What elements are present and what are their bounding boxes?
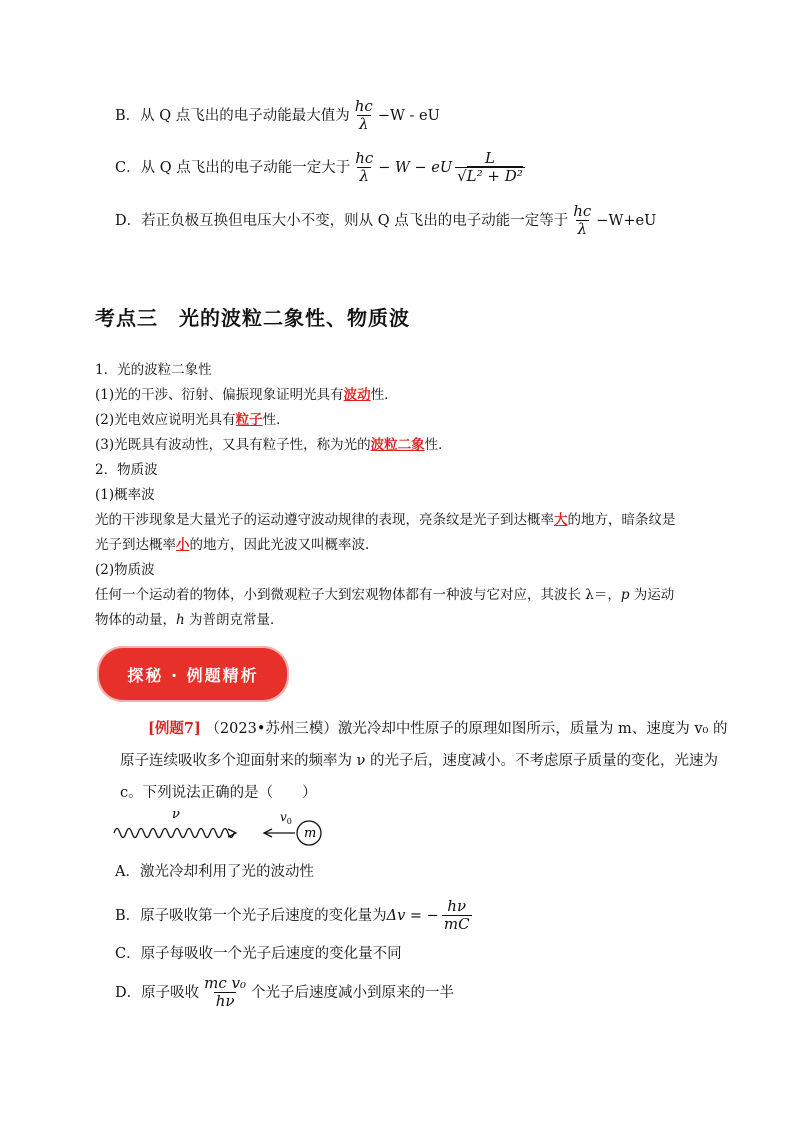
highlight: 波动 bbox=[343, 387, 371, 403]
option-c[interactable]: C．原子每吸收一个光子后速度的变化量不同 bbox=[115, 946, 402, 962]
fraction-sqrt: $\frac{L}{\text{√L² + D²}}$ bbox=[457, 149, 523, 185]
question-line-3: c。下列说法正确的是（ ） bbox=[120, 785, 317, 801]
option-d-prev bbox=[115, 203, 656, 238]
line-10: 任何一个运动着的物体，小到微观粒子大到宏观物体都有一种波与它对应，其波长 λ＝，p 为运动 bbox=[95, 587, 675, 603]
option-c-prev bbox=[115, 150, 528, 185]
option-d[interactable]: D．原子吸收 $\frac{\text{mc v₀}}{h\nu}$ 个光子后速度减小到原来的一半 bbox=[115, 974, 455, 1010]
fraction: $\frac{\text{mc v₀}}{h\nu}$ bbox=[204, 974, 247, 1010]
option-tail: − W − eU bbox=[378, 159, 453, 176]
option-label: C．从 Q 点飞出的电子动能一定大于 bbox=[115, 159, 351, 176]
question-tag: [例题7] bbox=[148, 720, 201, 737]
highlight: 波粒二象 bbox=[370, 437, 425, 453]
light-wave bbox=[114, 829, 234, 838]
option-label: B．从 Q 点飞出的电子动能最大值为 bbox=[115, 107, 350, 124]
line-1: 1．光的波粒二象性 bbox=[95, 362, 212, 378]
option-b-prev bbox=[115, 98, 440, 133]
line-7: 光的干涉现象是大量光子的运动遵守波动规律的表现，亮条纹是光子到达概率大的地方，暗条纹是 bbox=[95, 512, 676, 528]
line-2: (1)光的干涉、衍射、偏振现象证明光具有波动性． bbox=[95, 387, 398, 403]
fraction: $\frac{hc}{\lambda}$ bbox=[354, 97, 373, 133]
highlight: 粒子 bbox=[235, 412, 263, 428]
laser-cooling-figure bbox=[112, 806, 332, 856]
v0-label: $v_0$ bbox=[280, 810, 292, 826]
question-line-2: 原子连续吸收多个迎面射来的频率为 ν 的光子后，速度减小。不考虑原子质量的变化，光速为 bbox=[120, 753, 719, 769]
wave-arrowhead bbox=[228, 829, 236, 837]
atom-label: m bbox=[304, 826, 317, 841]
highlight: 大 bbox=[554, 512, 568, 528]
question-line-1: [例题7] （2023•苏州三模）激光冷却中性原子的原理如图所示，质量为 m、速度为 v₀ 的 bbox=[148, 720, 728, 737]
line-9: (2)物质波 bbox=[95, 562, 155, 578]
fraction: $\frac{h\nu}{mC}$ bbox=[443, 897, 470, 933]
wave-label: ν bbox=[172, 807, 180, 822]
highlight: 小 bbox=[176, 537, 190, 553]
line-6: (1)概率波 bbox=[95, 487, 155, 503]
line-11: 物体的动量，h 为普朗克常量． bbox=[95, 612, 284, 628]
section-badge: 探秘 · 例题精析 bbox=[97, 646, 289, 702]
line-4: (3)光既具有波动性，又具有粒子性，称为光的波粒二象性． bbox=[95, 437, 452, 453]
content-block bbox=[95, 358, 715, 633]
line-3: (2)光电效应说明光具有粒子性． bbox=[95, 412, 290, 428]
option-label: D．若正负极互换但电压大小不变，则从 Q 点飞出的电子动能一定等于 bbox=[115, 212, 569, 229]
option-tail: −W - eU bbox=[377, 107, 440, 124]
option-b[interactable]: B．原子吸收第一个光子后速度的变化量为 Δv = − $\frac{h\nu}{mC}$ bbox=[115, 897, 470, 933]
option-a[interactable]: A．激光冷却利用了光的波动性 bbox=[115, 864, 314, 880]
section-heading: 考点三 光的波粒二象性、物质波 bbox=[95, 306, 410, 330]
fraction: $\frac{hc}{\lambda}$ bbox=[573, 202, 592, 238]
line-8: 光子到达概率小的地方，因此光波又叫概率波． bbox=[95, 537, 379, 553]
option-tail: −W+eU bbox=[596, 212, 657, 229]
fraction: $\frac{hc}{\lambda}$ bbox=[355, 149, 374, 185]
line-5: 2．物质波 bbox=[95, 462, 158, 478]
